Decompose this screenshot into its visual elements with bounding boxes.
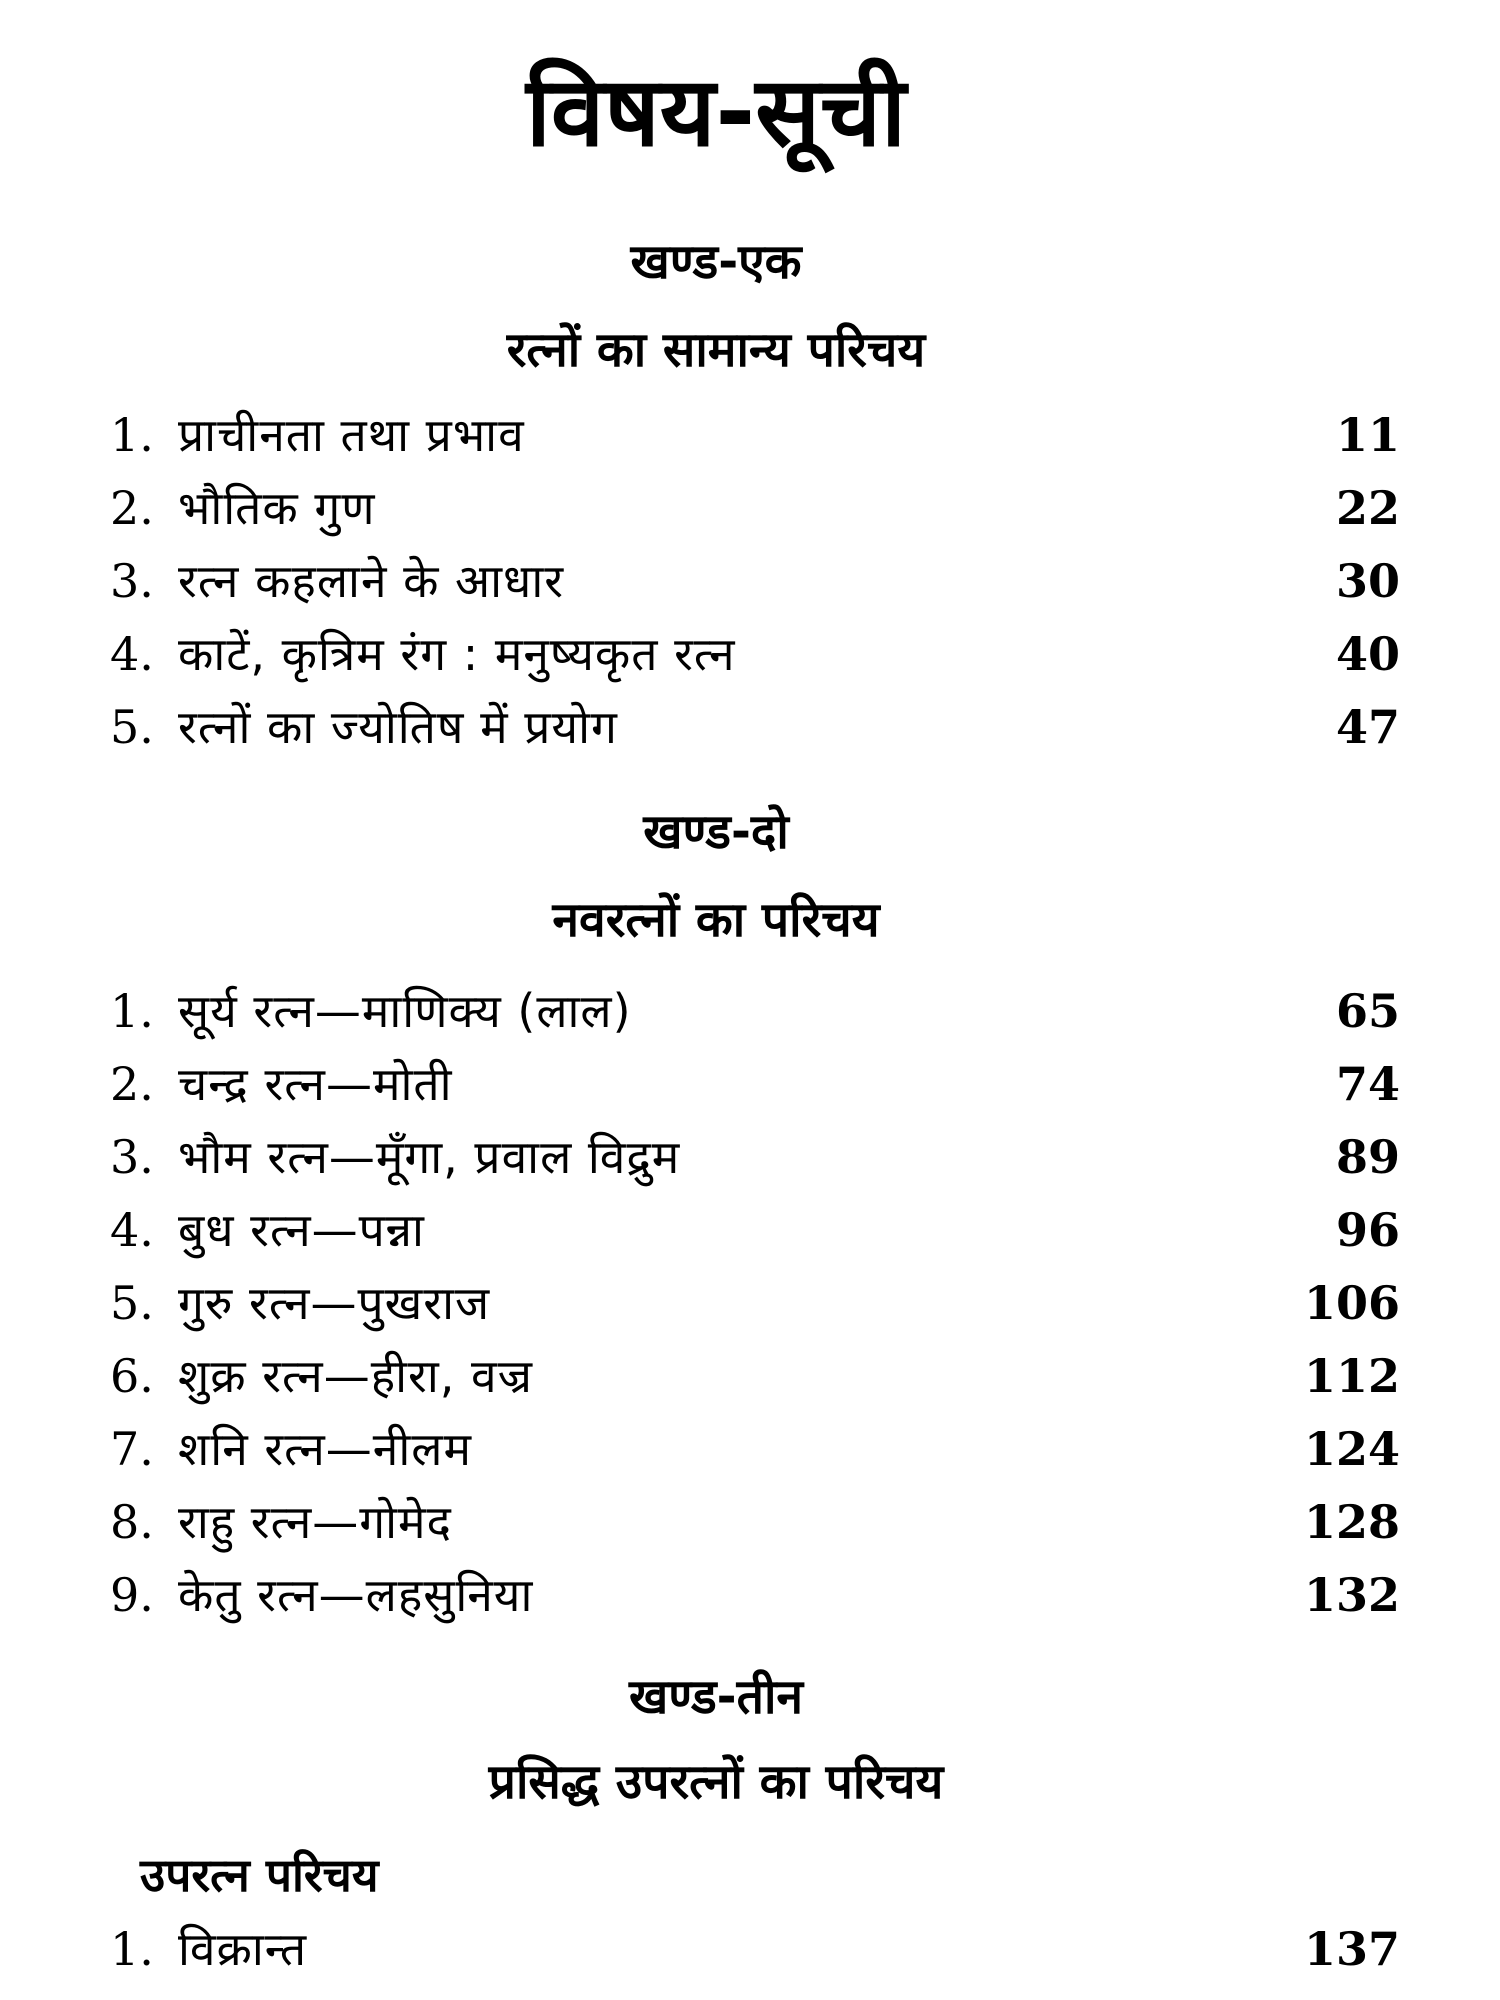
entry-label: भौतिक गुण — [178, 481, 376, 535]
toc-entry[interactable] — [110, 1343, 1400, 1409]
toc-entry[interactable] — [110, 1916, 1400, 1982]
entry-page-number: 124 — [1303, 1422, 1400, 1476]
entry-number: 8. — [110, 1495, 154, 1549]
entry-page-number: 74 — [1335, 1057, 1400, 1111]
toc-entry[interactable] — [110, 1124, 1400, 1190]
entry-label: रत्न कहलाने के आधार — [178, 554, 565, 608]
part-1-subtitle: रत्नों का सामान्य परिचय — [506, 322, 926, 378]
toc-entry[interactable] — [110, 694, 1400, 760]
entry-label: शनि रत्न—नीलम — [178, 1422, 472, 1476]
entry-page-number: 47 — [1335, 700, 1400, 754]
part-1-heading: खण्ड-एक — [630, 234, 802, 290]
toc-entry[interactable] — [110, 548, 1400, 614]
entry-number: 5. — [110, 1276, 154, 1330]
entry-page-number: 11 — [1335, 408, 1400, 462]
toc-entry[interactable] — [110, 1489, 1400, 1555]
toc-entry[interactable] — [110, 1562, 1400, 1628]
entry-page-number: 128 — [1303, 1495, 1400, 1549]
entry-page-number: 65 — [1335, 984, 1400, 1038]
page-title: विषय-सूची — [526, 56, 906, 168]
toc-entry[interactable] — [110, 475, 1400, 541]
entry-label: काटें, कृत्रिम रंग : मनुष्यकृत रत्न — [178, 627, 736, 681]
entry-number: 9. — [110, 1568, 154, 1622]
entry-page-number: 112 — [1303, 1349, 1400, 1403]
entry-label: रत्नों का ज्योतिष में प्रयोग — [178, 700, 618, 754]
entry-page-number: 132 — [1303, 1568, 1400, 1622]
entry-label: चन्द्र रत्न—मोती — [178, 1057, 453, 1111]
entry-page-number: 89 — [1335, 1130, 1400, 1184]
entry-label: सूर्य रत्न—माणिक्य (लाल) — [178, 984, 632, 1038]
entry-page-number: 106 — [1303, 1276, 1400, 1330]
entry-page-number: 22 — [1335, 481, 1400, 535]
entry-page-number: 40 — [1335, 627, 1400, 681]
entry-number: 5. — [110, 700, 154, 754]
part-3-subheading: उपरत्न परिचय — [140, 1848, 379, 1902]
entry-label: राहु रत्न—गोमेद — [178, 1495, 452, 1549]
part-2-subtitle: नवरत्नों का परिचय — [552, 892, 880, 948]
entry-label: गुरु रत्न—पुखराज — [178, 1276, 491, 1330]
entry-label: प्राचीनता तथा प्रभाव — [178, 408, 525, 462]
entry-page-number: 137 — [1303, 1922, 1400, 1976]
entry-label: शुक्र रत्न—हीरा, वज्र — [178, 1349, 533, 1403]
entry-number: 4. — [110, 1203, 154, 1257]
part-3-subtitle: प्रसिद्ध उपरत्नों का परिचय — [488, 1754, 944, 1810]
toc-entry[interactable] — [110, 1270, 1400, 1336]
toc-entry[interactable] — [110, 1051, 1400, 1117]
entry-number: 4. — [110, 627, 154, 681]
entry-number: 3. — [110, 1130, 154, 1184]
entry-number: 2. — [110, 1057, 154, 1111]
entry-page-number: 30 — [1335, 554, 1400, 608]
entry-number: 1. — [110, 984, 154, 1038]
toc-entry[interactable] — [110, 402, 1400, 468]
entry-label: बुध रत्न—पन्ना — [178, 1203, 425, 1257]
entry-number: 1. — [110, 1922, 154, 1976]
toc-entry[interactable] — [110, 1416, 1400, 1482]
entry-number: 6. — [110, 1349, 154, 1403]
part-2-heading: खण्ड-दो — [643, 804, 789, 860]
entry-number: 7. — [110, 1422, 154, 1476]
part-3-heading: खण्ड-तीन — [628, 1669, 804, 1725]
entry-number: 2. — [110, 481, 154, 535]
entry-label: केतु रत्न—लहसुनिया — [178, 1568, 534, 1622]
toc-entry[interactable] — [110, 621, 1400, 687]
entry-page-number: 96 — [1335, 1203, 1400, 1257]
entry-label: विक्रान्त — [178, 1922, 308, 1976]
entry-number: 1. — [110, 408, 154, 462]
entry-number: 3. — [110, 554, 154, 608]
entry-label: भौम रत्न—मूँगा, प्रवाल विद्रुम — [178, 1130, 681, 1184]
toc-entry[interactable] — [110, 1197, 1400, 1263]
toc-entry[interactable] — [110, 978, 1400, 1044]
